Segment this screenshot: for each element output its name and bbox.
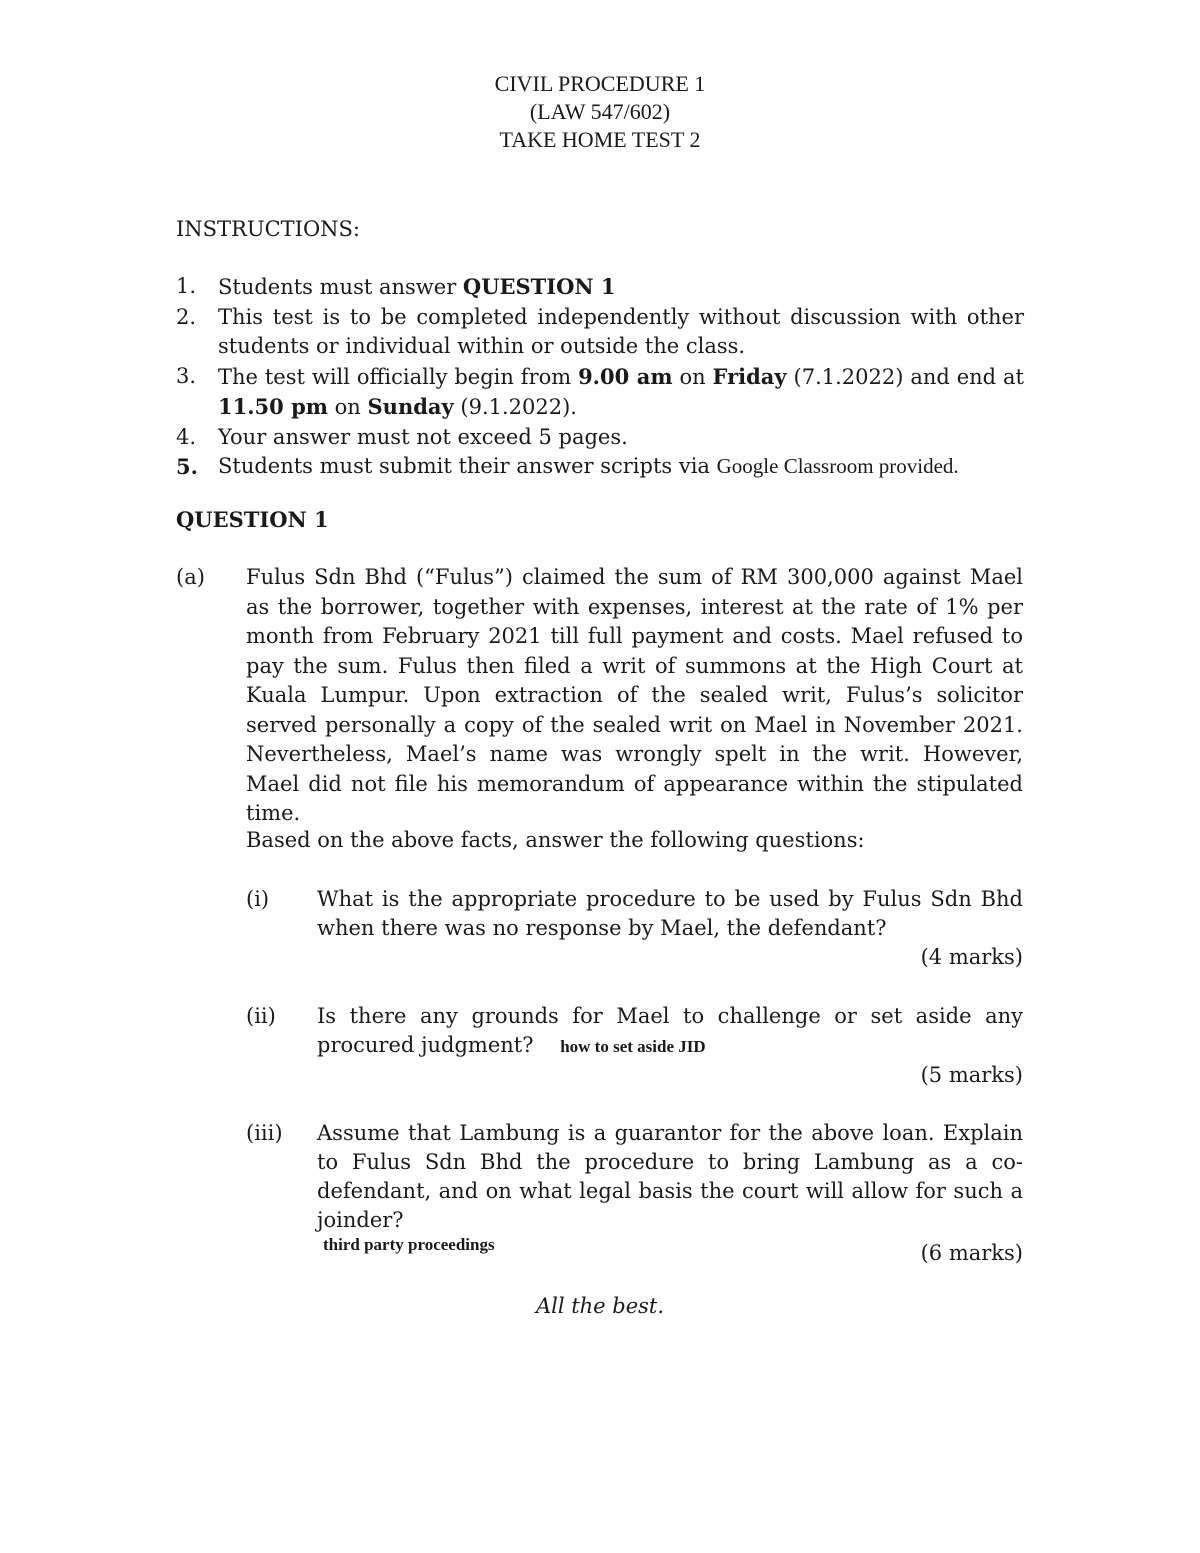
instruction-text: (9.1.2022). <box>453 395 577 419</box>
sub-question-number: (i) <box>246 887 270 911</box>
sub-question-number: (iii) <box>246 1121 283 1145</box>
test-title: TAKE HOME TEST 2 <box>499 127 701 152</box>
instruction-item-1 <box>176 272 1024 303</box>
instruction-number: 2. <box>176 304 197 329</box>
marks-label: (4 marks) <box>920 945 1023 969</box>
end-time: 11.50 pm <box>218 394 328 419</box>
instruction-text: on <box>672 364 713 389</box>
handwritten-note: how to set aside JID <box>560 1037 706 1056</box>
google-classroom-text: Google Classroom provided. <box>716 454 959 478</box>
part-a-label: (a) <box>176 565 205 589</box>
start-time: 9.00 am <box>578 363 673 389</box>
instruction-text: on <box>327 395 368 419</box>
marks-label: (5 marks) <box>920 1063 1023 1087</box>
marks-label: (6 marks) <box>920 1241 1023 1265</box>
sub-question-number: (ii) <box>246 1004 276 1028</box>
instruction-item-3 <box>176 362 1024 423</box>
instruction-text: Students must answer <box>218 275 463 299</box>
instruction-item-5 <box>176 452 1024 482</box>
sub-question-i <box>246 885 1023 972</box>
part-a-facts: Fulus Sdn Bhd (“Fulus”) claimed the sum of RM 300,000 against Mael as the borrower, together with expenses, interest at the rate of 1% per month from February 2021 till full payment and costs. Mael refused to pay the sum. Fulus then filed a writ of summons at the High Court at Kuala Lumpur. Upon extraction of the sealed writ, Fulus’s solicitor served personally a copy of the sealed writ on Mael in November 2021. Nevertheless, Mael’s name was wrongly spelt in the writ. However, Mael did not file his memorandum of appearance within the stipulated time. <box>246 565 1023 825</box>
handwritten-note: third party proceedings <box>323 1235 495 1254</box>
instructions-heading: INSTRUCTIONS: <box>176 217 360 241</box>
start-day: Friday <box>712 363 787 389</box>
instruction-item-4 <box>176 423 1024 453</box>
instructions-list <box>176 272 1024 482</box>
sub-question-ii <box>246 1002 1023 1090</box>
instruction-text: Your answer must not exceed 5 pages. <box>218 424 628 449</box>
instruction-number: 1. <box>176 274 197 298</box>
instruction-number: 3. <box>176 363 197 388</box>
instruction-text: (7.1.2022) and end at <box>786 364 1024 389</box>
sub-question-text: What is the appropriate procedure to be used by Fulus Sdn Bhd when there was no response by Mael, the defendant? <box>317 887 1023 940</box>
instruction-emphasis: QUESTION 1 <box>462 274 616 299</box>
instruction-number: 5. <box>176 454 198 479</box>
sub-questions-intro: Based on the above facts, answer the following questions: <box>246 828 865 852</box>
instruction-number: 4. <box>176 424 197 449</box>
instruction-text: Students must submit their answer scripts via <box>218 454 717 478</box>
sub-question-text: Assume that Lambung is a guarantor for the above loan. Explain to Fulus Sdn Bhd the procedure to bring Lambung as a co-defendant, and on what legal basis the court will allow for such a joinder? <box>317 1121 1023 1232</box>
course-title: CIVIL PROCEDURE 1 <box>494 71 706 96</box>
closing-remark: All the best. <box>535 1294 665 1318</box>
sub-question-iii <box>246 1119 1023 1268</box>
instruction-item-2 <box>176 303 1024 362</box>
instruction-text: The test will officially begin from <box>218 364 579 389</box>
end-day: Sunday <box>367 394 454 419</box>
instruction-text: This test is to be completed independently without discussion with other students or individual within or outside the class. <box>218 304 1024 358</box>
question-heading: QUESTION 1 <box>176 507 329 532</box>
document-header <box>0 70 1200 154</box>
sub-question-text: Is there any grounds for Mael to challenge or set aside any procured judgment? <box>317 1004 1023 1057</box>
course-code: (LAW 547/602) <box>529 99 671 124</box>
